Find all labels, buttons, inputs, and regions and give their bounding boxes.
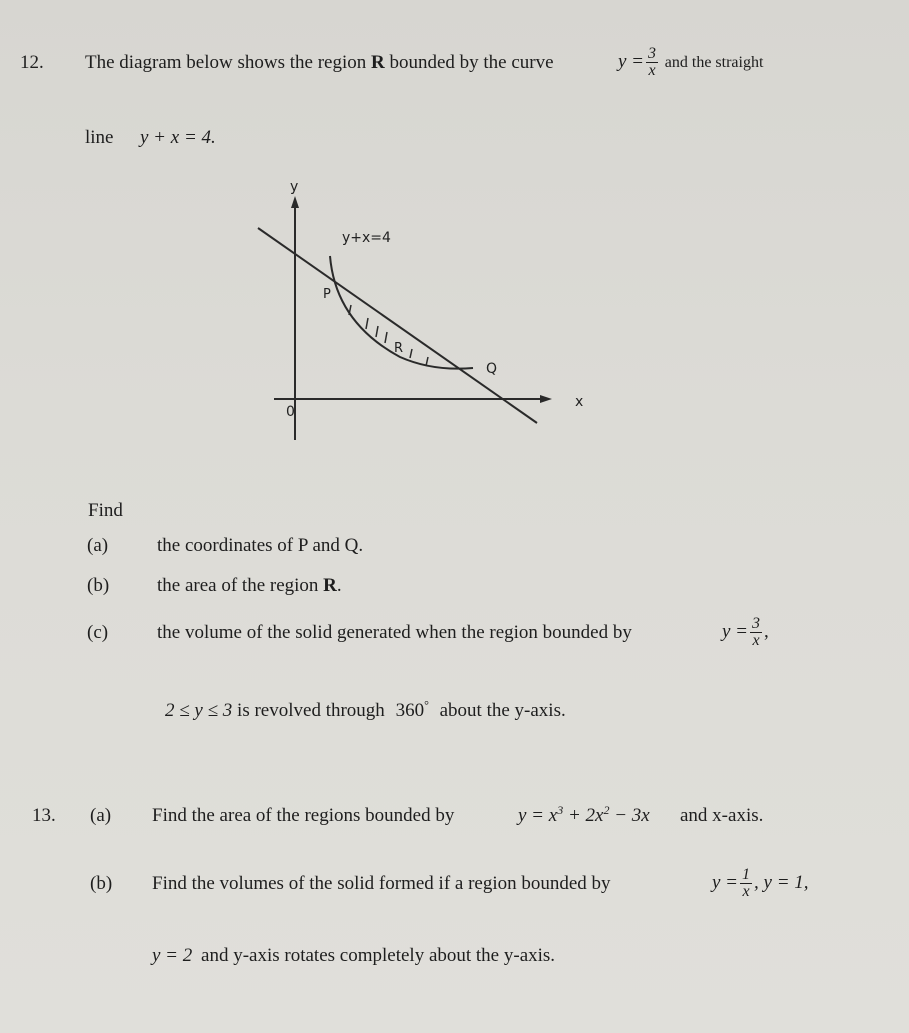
q12-region-r: R: [370, 52, 385, 73]
q13-b-num: 1: [742, 866, 751, 884]
q13-a-text: Find the area of the regions bounded by: [152, 805, 455, 826]
x-axis-arrow: [540, 395, 552, 403]
part-a-text: the coordinates of P and Q.: [157, 535, 364, 556]
part-c-fraction: [750, 616, 762, 649]
q13-a-eq-part1: y = x: [518, 805, 558, 826]
part-b-region-r: R: [323, 575, 337, 596]
part-a-label: (a): [87, 535, 109, 556]
part-c-inequality: 2 ≤ y ≤ 3: [165, 700, 233, 721]
q13-b-eq-after: , y = 1,: [754, 872, 809, 893]
q13-a-eq-part2: + 2x: [563, 805, 604, 826]
point-p-label: P: [323, 287, 331, 302]
q12-number: 12.: [20, 52, 44, 73]
part-c-text: the volume of the solid generated when the region bounded by: [157, 622, 632, 643]
part-c-eq: [722, 610, 769, 654]
part-c-den: x: [752, 632, 760, 650]
part-b-text-after: .: [336, 575, 342, 596]
part-c-angle-value: 360: [395, 700, 425, 721]
part-c-line2: [165, 700, 566, 722]
q13-number: 13.: [32, 805, 56, 826]
q12-line-eq: y + x = 4.: [140, 127, 216, 148]
q13-a-eq: [518, 805, 650, 827]
part-b-text: [157, 575, 342, 597]
q12-intro-after: and the straight: [664, 54, 764, 71]
q13-a-label: (a): [90, 805, 112, 826]
q13-a-eq-sup1: 3: [557, 803, 564, 817]
y-axis-label: y: [290, 179, 299, 195]
q13-b-text: Find the volumes of the solid formed if a region bounded by: [152, 873, 611, 894]
y-axis-arrow: [291, 196, 299, 208]
q13-a-after: and x-axis.: [680, 805, 764, 826]
part-c-eq-after: ,: [764, 621, 769, 642]
region-hatching: [349, 305, 428, 366]
x-axis-label: x: [575, 394, 584, 410]
part-b-text-before: the area of the region: [157, 575, 319, 596]
part-c-eq-lhs: y =: [722, 621, 749, 642]
q12-intro-before: The diagram below shows the region: [85, 52, 367, 73]
q13-b-label: (b): [90, 873, 113, 894]
q13-b-fraction: [740, 867, 752, 900]
q12-curve-lhs: y =: [618, 51, 645, 72]
part-c-label: (c): [87, 622, 109, 643]
q13-b-eq-lhs: y =: [712, 872, 739, 893]
q12-curve-den: x: [648, 62, 656, 80]
point-q-label: Q: [486, 361, 498, 377]
part-c-angle: [396, 700, 429, 721]
q12-intro-mid: bounded by the curve: [389, 52, 554, 73]
q13-b-line2: [152, 945, 555, 967]
part-b-label: (b): [87, 575, 110, 596]
part-c-num: 3: [752, 615, 761, 633]
q12-line-word: line: [85, 127, 114, 148]
q13-a-eq-part3: − 3x: [609, 805, 650, 826]
part-c-degree: °: [424, 698, 429, 712]
part-c-axis-text: about the y-axis.: [439, 700, 566, 721]
q13-b-line2-text: and y-axis rotates completely about the y-axis.: [201, 945, 556, 966]
q13-a-eq-sup2: 2: [603, 803, 610, 817]
part-c-revolved-text: is revolved through: [237, 700, 385, 721]
line-y-plus-x-4: [258, 228, 537, 423]
region-r-label: R: [394, 341, 404, 356]
line-label: y+x=4: [342, 230, 391, 246]
origin-label: 0: [286, 404, 295, 420]
q13-b-eq: [712, 861, 809, 905]
q13-b-line2-eq: y = 2: [152, 945, 193, 966]
find-label: Find: [88, 500, 123, 521]
q13-b-den: x: [742, 883, 750, 901]
q12-curve-num: 3: [648, 45, 657, 63]
